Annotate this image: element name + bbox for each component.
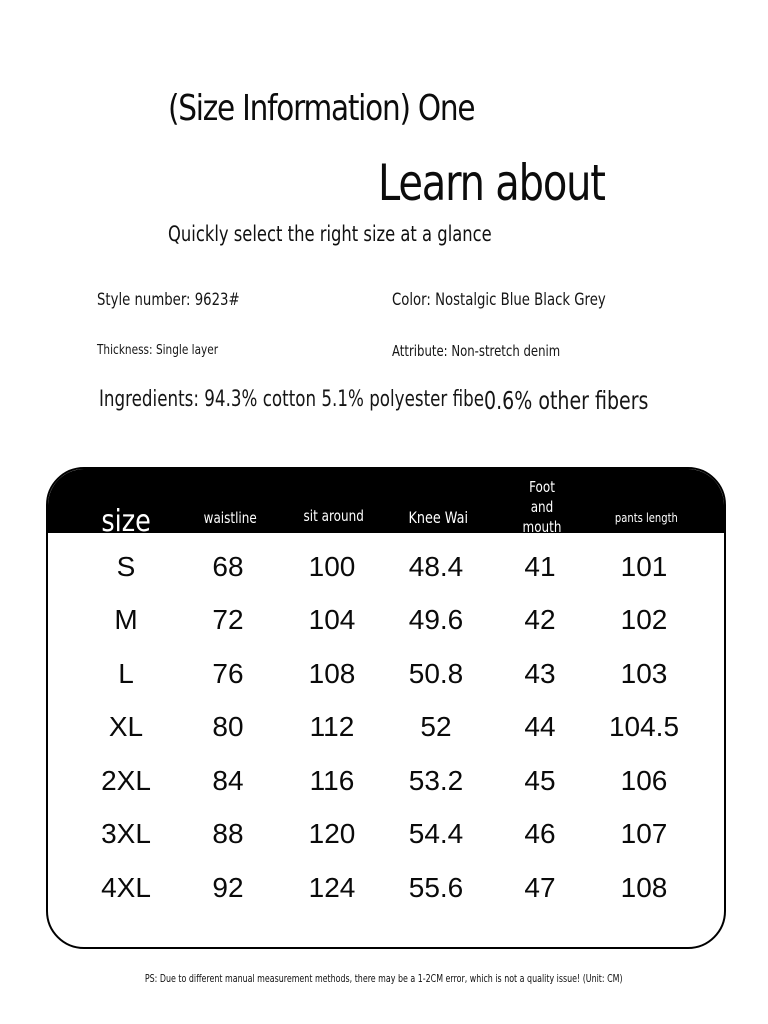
measurement-cell: 92 (212, 871, 244, 903)
measurement-cell: 124 (308, 871, 356, 903)
size-label-cell: S (116, 550, 136, 582)
size-label-cell: 4XL (101, 871, 151, 903)
measurement-cell: 103 (620, 657, 668, 689)
measurement-cell: 104.5 (608, 711, 680, 742)
table-row (48, 808, 724, 861)
measurement-cell: 76 (212, 657, 244, 689)
measurement-cell: 107 (620, 818, 668, 849)
column-header-pants-length-label: pants length (614, 510, 678, 525)
measurement-cell: 52 (420, 711, 452, 742)
column-header-knee-label: Knee Wai (408, 508, 468, 527)
measurement-cell: 48.4 (408, 550, 464, 582)
measurement-cell: 50.8 (408, 657, 464, 689)
ingredients-main: Ingredients: 94.3% cotton 5.1% polyester fibe (99, 387, 485, 412)
measurement-cell: 84 (212, 764, 244, 796)
measurement-cell: 106 (620, 764, 668, 796)
measurement-cell: 53.2 (408, 764, 464, 796)
size-label-cell: M (114, 604, 138, 635)
size-table-header (48, 469, 724, 539)
page-subtitle: Quickly select the right size at a glance (168, 222, 492, 246)
column-header-foot-mouth-label: Foot and mouth (522, 478, 562, 536)
measurement-cell: 80 (212, 711, 244, 742)
table-row (48, 701, 724, 754)
column-header-size-label: size (101, 504, 151, 539)
measurement-cell: 46 (524, 818, 556, 849)
column-header-waistline (180, 469, 280, 527)
table-row (48, 594, 724, 647)
measurement-cell: 47 (524, 871, 556, 903)
page-title-line-1: (Size Information) One (168, 88, 475, 129)
footnote (0, 972, 768, 985)
measurement-cell: 42 (524, 604, 556, 635)
size-label-cell: 3XL (101, 818, 151, 849)
measurement-cell: 49.6 (408, 604, 464, 635)
size-table (46, 467, 726, 949)
attribute-info: Attribute: Non-stretch denim (392, 342, 561, 360)
size-label-cell: L (118, 657, 134, 689)
measurement-cell: 54.4 (408, 818, 464, 849)
measurement-cell: 72 (212, 604, 244, 635)
thickness-info: Thickness: Single layer (97, 342, 219, 358)
measurement-cell: 41 (524, 550, 556, 582)
measurement-cell: 68 (212, 550, 244, 582)
measurement-cell: 104 (308, 604, 356, 635)
measurement-cell: 45 (524, 764, 556, 796)
color-info: Color: Nostalgic Blue Black Grey (392, 290, 606, 310)
column-header-sit-around (284, 469, 384, 525)
ingredients-info (99, 383, 649, 415)
measurement-cell: 44 (524, 711, 556, 742)
measurement-cell: 116 (309, 764, 355, 796)
measurement-cell: 108 (308, 657, 356, 689)
size-label-cell: XL (108, 711, 144, 742)
measurement-cell: 102 (620, 604, 668, 635)
measurement-cell: 112 (309, 711, 355, 742)
measurement-cell: 101 (620, 550, 668, 582)
table-row (48, 861, 724, 914)
measurement-cell: 43 (524, 657, 556, 689)
style-number: Style number: 9623# (97, 290, 240, 310)
page-title-line-2: Learn about (378, 154, 605, 212)
column-header-foot-mouth (492, 469, 592, 537)
measurement-cell: 120 (308, 818, 356, 849)
measurement-cell: 55.6 (408, 871, 464, 903)
measurement-cell: 108 (620, 871, 668, 903)
measurement-cell: 100 (308, 550, 356, 582)
ingredients-tail: 0.6% other fibers (484, 386, 649, 415)
column-header-waistline-label: waistline (203, 509, 257, 527)
column-header-pants-length (596, 469, 696, 525)
column-header-sit-around-label: sit around (303, 507, 365, 525)
column-header-size (76, 469, 176, 539)
table-row (48, 540, 724, 593)
column-header-knee (388, 469, 488, 527)
table-row (48, 647, 724, 700)
size-label-cell: 2XL (101, 764, 151, 796)
footnote-text: PS: Due to different manual measurement methods, there may be a 1-2CM error, which is not a quality issue! (Unit: CM) (145, 972, 623, 985)
measurement-cell: 88 (212, 818, 244, 849)
table-row (48, 754, 724, 807)
